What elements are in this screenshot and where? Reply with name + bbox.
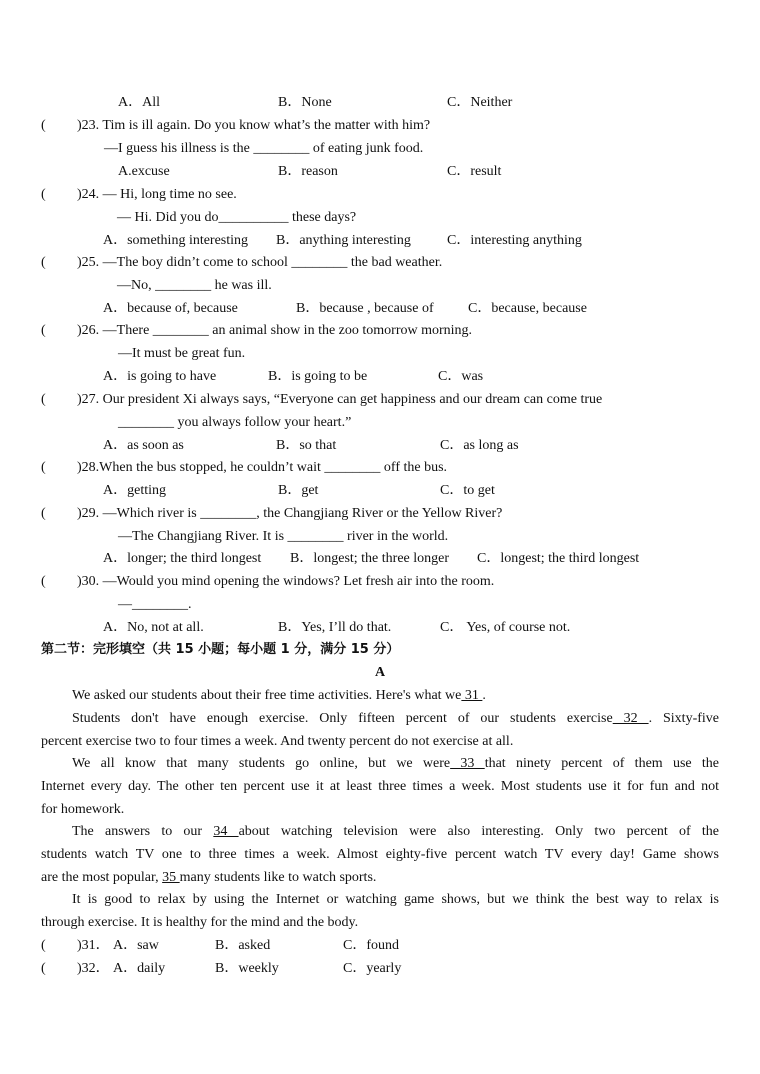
q23-option-a: A.excuse <box>118 164 170 179</box>
q30-option-a: A．No, not at all. <box>103 620 204 635</box>
q23-line2: —I guess his illness is the ________ of eating junk food. <box>104 141 424 156</box>
q27-answer-paren: ( <box>41 392 46 407</box>
q30-line2: —________. <box>118 597 192 612</box>
q22-option-a: A．All <box>118 95 160 110</box>
q22-option-b: B．None <box>278 95 332 110</box>
q30-option-b: B．Yes, I’ll do that. <box>278 620 392 635</box>
q32-option-a: A．daily <box>113 961 166 976</box>
q24-answer-paren: ( <box>41 187 46 202</box>
passage-p3-line1 <box>72 757 719 771</box>
blank-31: 31 <box>461 688 483 703</box>
q31-option-b: B．asked <box>215 938 271 953</box>
q27-option-b: B．so that <box>276 438 337 453</box>
q27-option-a: A．as soon as <box>103 438 184 453</box>
q29-option-a: A．longer; the third longest <box>103 551 262 566</box>
q27-stem: )27. Our president Xi always says, “Everyone can get happiness and our dream can come true <box>77 392 603 407</box>
q26-option-a: A．is going to have <box>103 369 217 384</box>
q22-option-c: C．Neither <box>447 95 513 110</box>
q28-option-a: A．getting <box>103 483 166 498</box>
q29-option-c: C．longest; the third longest <box>477 551 640 566</box>
q26-option-b: B．is going to be <box>268 369 368 384</box>
q31-option-a: A．saw <box>113 938 159 953</box>
passage-label: A <box>374 665 386 680</box>
passage-p4-line3-end: many students like to watch sports. <box>179 870 377 885</box>
passage-p1 <box>72 689 486 703</box>
q27-option-c: C．as long as <box>440 438 519 453</box>
passage-p5-line1: It is good to relax by using the Internet or watching game shows, but we think the best way to relax is <box>72 892 719 907</box>
q23-answer-paren: ( <box>41 118 46 133</box>
q30-answer-paren: ( <box>41 574 46 589</box>
passage-p1-text: We asked our students about their free time activities. Here's what we <box>72 688 462 703</box>
q26-answer-paren: ( <box>41 323 46 338</box>
passage-p3-end: that ninety percent of them use the <box>484 756 719 771</box>
blank-34: 34 <box>213 824 239 839</box>
q29-stem: )29. —Which river is ________, the Changjiang River or the Yellow River? <box>77 506 503 521</box>
q25-option-c: C．because, because <box>468 301 587 316</box>
q28-option-b: B．get <box>278 483 319 498</box>
q28-option-c: C．to get <box>440 483 495 498</box>
q24-option-c: C．interesting anything <box>447 233 582 248</box>
passage-p4-line3 <box>41 871 376 885</box>
q23-stem: )23. Tim is ill again. Do you know what’s the matter with him? <box>77 118 431 133</box>
q31-number: )31． <box>77 938 110 953</box>
q30-stem: )30. —Would you mind opening the windows? Let fresh air into the room. <box>77 574 495 589</box>
q25-option-a: A．because of, because <box>103 301 238 316</box>
q31-option-c: C．found <box>343 938 399 953</box>
blank-33: 33 <box>450 756 485 771</box>
q24-stem: )24. — Hi, long time no see. <box>77 187 237 202</box>
passage-p4-line3-text: are the most popular, <box>41 870 159 885</box>
passage-p3-line2: Internet every day. The other ten percent use it at least three times a week. Most students use it for fun and not <box>41 779 719 794</box>
q29-option-b: B．longest; the three longer <box>290 551 450 566</box>
blank-32: 32 <box>612 711 649 726</box>
q30-option-c: C． Yes, of course not. <box>440 620 571 635</box>
q25-line2: —No, ________ he was ill. <box>117 278 272 293</box>
q23-option-b: B．reason <box>278 164 338 179</box>
q25-stem: )25. —The boy didn’t come to school ________ the bad weather. <box>77 255 443 270</box>
q29-answer-paren: ( <box>41 506 46 521</box>
q25-answer-paren: ( <box>41 255 46 270</box>
q25-option-b: B．because , because of <box>296 301 434 316</box>
passage-p3-line3: for homework. <box>41 802 125 817</box>
q24-line2: — Hi. Did you do__________ these days? <box>117 210 357 225</box>
q29-line2: —The Changjiang River. It is ________ river in the world. <box>118 529 449 544</box>
q26-option-c: C．was <box>438 369 484 384</box>
q32-number: )32． <box>77 961 110 976</box>
passage-p1-end: . <box>482 688 486 703</box>
passage-p2-end: . Sixty-five <box>648 711 720 726</box>
q26-stem: )26. —There ________ an animal show in the zoo tomorrow morning. <box>77 323 473 338</box>
blank-35: 35 <box>162 870 180 885</box>
q26-line2: —It must be great fun. <box>118 346 246 361</box>
q32-answer-paren: ( <box>41 961 46 976</box>
passage-p2-text: Students don't have enough exercise. Only fifteen percent of our students exercise <box>72 711 613 726</box>
section-heading: 第二节：完形填空（共 15 小题；每小题 1 分，满分 15 分） <box>41 642 400 657</box>
q28-answer-paren: ( <box>41 460 46 475</box>
q32-option-c: C．yearly <box>343 961 402 976</box>
passage-p4-text: The answers to our <box>72 824 203 839</box>
q24-option-a: A．something interesting <box>103 233 249 248</box>
passage-p3-text: We all know that many students go online, but we were <box>72 756 451 771</box>
passage-p5-line2: through exercise. It is healthy for the mind and the body. <box>41 915 359 930</box>
q24-option-b: B．anything interesting <box>276 233 411 248</box>
passage-p4-line1 <box>72 825 719 839</box>
q31-answer-paren: ( <box>41 938 46 953</box>
q28-stem: )28.When the bus stopped, he couldn’t wait ________ off the bus. <box>77 460 448 475</box>
passage-p4-end: about watching television were also interesting. Only two percent of the <box>238 824 720 839</box>
passage-p2-line2: percent exercise two to four times a week. And twenty percent do not exercise at all. <box>41 734 514 749</box>
passage-p4-line2: students watch TV one to three times a week. Almost eighty-five percent watch TV every day! Game shows <box>41 847 719 862</box>
q32-option-b: B．weekly <box>215 961 279 976</box>
q27-line2: ________ you always follow your heart.” <box>118 415 352 430</box>
q23-option-c: C．result <box>447 164 502 179</box>
passage-p2-line1 <box>72 712 719 726</box>
